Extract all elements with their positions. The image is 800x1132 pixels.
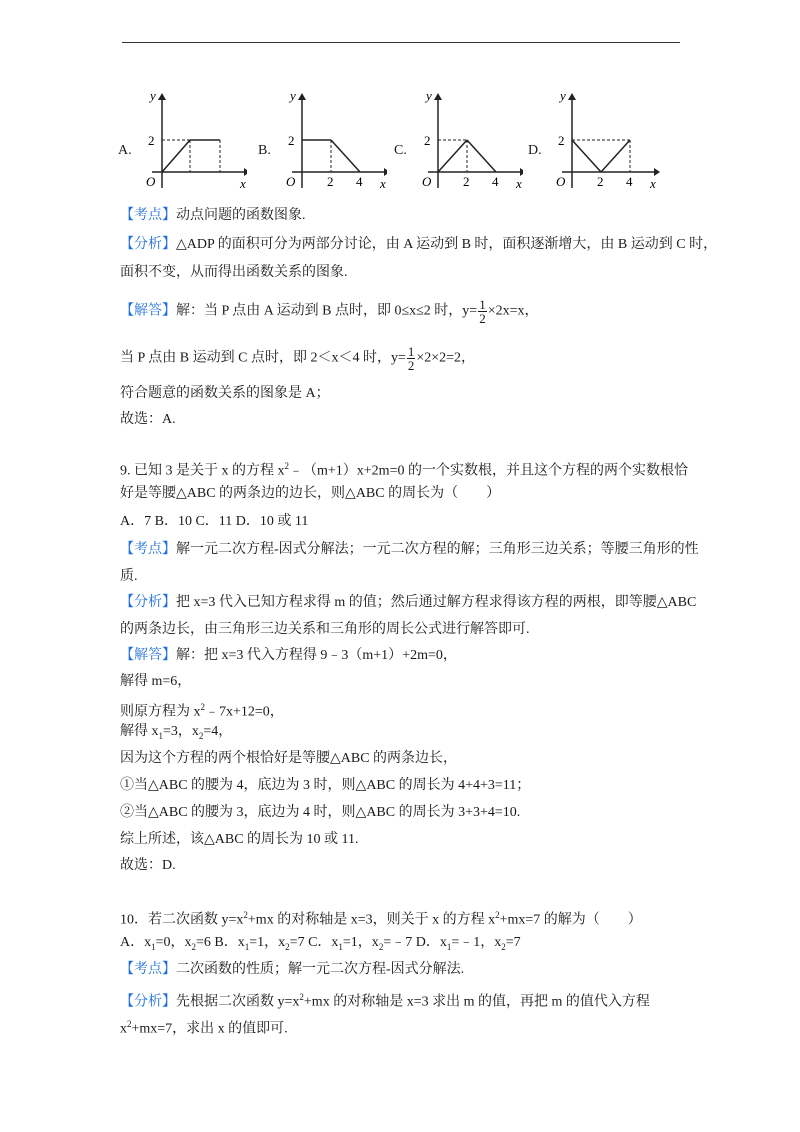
- q8-line-4: 故选：A.: [120, 412, 176, 427]
- q9-line-5: 因为这个方程的两个根恰好是等腰△ABC 的两条边长，: [120, 751, 458, 766]
- fenxi-tag: 【分析】: [120, 994, 176, 1010]
- graph-b-x-axis-label: x: [380, 176, 386, 191]
- q9-line-6: ①当△ABC 的腰为 4，底边为 3 时，则△ABC 的周长为 4+4+3=11；: [120, 778, 531, 793]
- graph-b-y-axis-label: y: [290, 88, 296, 103]
- graph-a-plot: [132, 88, 247, 193]
- graph-a: [118, 88, 248, 198]
- graph-d-label: D.: [528, 143, 542, 158]
- q9-fenxi-2: 的两条边长，由三角形三边关系和三角形的周长公式进行解答即可.: [120, 622, 530, 637]
- graph-b-y-tick: 2: [288, 133, 295, 148]
- kaodian-tag: 【考点】: [120, 962, 176, 977]
- fenxi-tag: 【分析】: [120, 237, 176, 252]
- graph-b-x-tick-2: 2: [327, 174, 334, 189]
- graph-b-plot: [272, 88, 387, 193]
- q9-options: A．7 B．10 C．11 D．10 或 11: [120, 514, 309, 529]
- fraction-half: $\frac{1}{2}$: [479, 297, 486, 326]
- q9-stem-2: 好是等腰△ABC 的两条边的边长，则△ABC 的周长为（ ）: [120, 486, 501, 501]
- fraction-half: $\frac{1}{2}$: [407, 344, 415, 373]
- graph-a-origin: O: [146, 174, 156, 189]
- graph-b-x-tick-4: 4: [356, 174, 363, 189]
- kaodian-tag: 【考点】: [120, 542, 176, 557]
- q10-stem: 10．若二次函数 $y=x^2+mx$ 的对称轴是 x=3，则关于 x 的方程 $x^2+mx=7$ 的解为（ ）: [120, 910, 642, 928]
- graph-a-x-axis-label: x: [240, 176, 246, 191]
- q9-kaodian-2: 质.: [120, 569, 138, 584]
- graph-d-y-axis-label: y: [560, 88, 566, 103]
- q10-kaodian: 【考点】二次函数的性质；解一元二次方程-因式分解法.: [120, 962, 465, 977]
- graph-c-x-tick-2: 2: [463, 174, 470, 189]
- option-graphs: [118, 88, 678, 198]
- jieda-tag: 【解答】: [120, 303, 176, 319]
- jieda-tag: 【解答】: [120, 648, 176, 663]
- q10-options: A．$x_1=0$，$x_2=6$ B．$x_1=1$，$x_2=7$ C．$x_1=1$，$x_2=﹣7$ D．$x_1=﹣1$，$x_2=7$: [120, 935, 521, 952]
- header-rule: [122, 42, 680, 43]
- graph-c-origin: O: [422, 174, 432, 189]
- q9-line-4: 解得 $x_1=3$，$x_2=4$，: [120, 724, 233, 741]
- q8-line-3: 符合题意的函数关系的图象是 A；: [120, 386, 330, 401]
- graph-c-y-tick: 2: [424, 133, 431, 148]
- q8-fenxi-1: 【分析】△ADP 的面积可分为两部分讨论，由 A 运动到 B 时，面积逐渐增大，由 B 运动到 C 时，: [120, 237, 718, 252]
- q10-fenxi-1: 【分析】先根据二次函数 $y=x^2+mx$ 的对称轴是 x=3 求出 m 的值，再把 m 的值代入方程: [120, 992, 650, 1010]
- q9-line-3: 则原方程为 $x^2﹣7x+12=0$，: [120, 702, 284, 720]
- q8-jieda-2: 当 P 点由 B 运动到 C 点时，即 2＜x＜4 时，y= $\frac{1}{2}$ ×2×2=2，: [120, 344, 476, 373]
- q8-fenxi-2: 面积不变，从而得出函数关系的图象.: [120, 265, 348, 280]
- q9-line-8: 综上所述，该△ABC 的周长为 10 或 11.: [120, 832, 359, 847]
- graph-d-origin: O: [556, 174, 566, 189]
- q8-kaodian: 【考点】动点问题的函数图象.: [120, 208, 306, 223]
- graph-a-label: A.: [118, 143, 132, 158]
- graph-a-y-tick: 2: [148, 133, 155, 148]
- kaodian-tag: 【考点】: [120, 208, 176, 223]
- graph-d-x-tick-4: 4: [626, 174, 633, 189]
- graph-c-label: C.: [394, 143, 407, 158]
- q9-stem-1: 9. 已知 3 是关于 x 的方程 $x^2﹣(m+1)x+2m=0$ 的一个实数根，并且这个方程的两个实数根恰: [120, 461, 688, 479]
- graph-c: [394, 88, 524, 198]
- q9-fenxi-1: 【分析】把 x=3 代入已知方程求得 m 的值；然后通过解方程求得该方程的两根，即等腰△ABC: [120, 595, 697, 610]
- graph-b-label: B.: [258, 143, 271, 158]
- q9-line-2: 解得 m=6，: [120, 674, 192, 689]
- graph-d-x-axis-label: x: [650, 176, 656, 191]
- graph-d-plot: [542, 88, 667, 193]
- graph-c-x-tick-4: 4: [492, 174, 499, 189]
- q9-kaodian-1: 【考点】解一元二次方程-因式分解法；一元二次方程的解；三角形三边关系；等腰三角形的性: [120, 542, 699, 557]
- graph-c-x-axis-label: x: [516, 176, 522, 191]
- graph-d: [528, 88, 658, 198]
- q10-fenxi-2: $x^2+mx=7$，求出 x 的值即可.: [120, 1019, 288, 1037]
- graph-c-y-axis-label: y: [426, 88, 432, 103]
- graph-d-y-tick: 2: [558, 133, 565, 148]
- q9-jieda-1: 【解答】解：把 x=3 代入方程得 9﹣3（m+1）+2m=0，: [120, 648, 457, 663]
- q9-line-9: 故选：D.: [120, 858, 176, 873]
- q9-line-7: ②当△ABC 的腰为 3，底边为 4 时，则△ABC 的周长为 3+3+4=10.: [120, 805, 521, 820]
- q8-jieda-1: 【解答】解：当 P 点由 A 运动到 B 点时，即 0≤x≤2 时，y= $\frac{1}{2}$ ×2x=x，: [120, 297, 539, 326]
- graph-a-y-axis-label: y: [150, 88, 156, 103]
- graph-d-x-tick-2: 2: [597, 174, 604, 189]
- fenxi-tag: 【分析】: [120, 595, 176, 610]
- graph-c-plot: [408, 88, 523, 193]
- graph-b-origin: O: [286, 174, 296, 189]
- graph-b: [258, 88, 388, 198]
